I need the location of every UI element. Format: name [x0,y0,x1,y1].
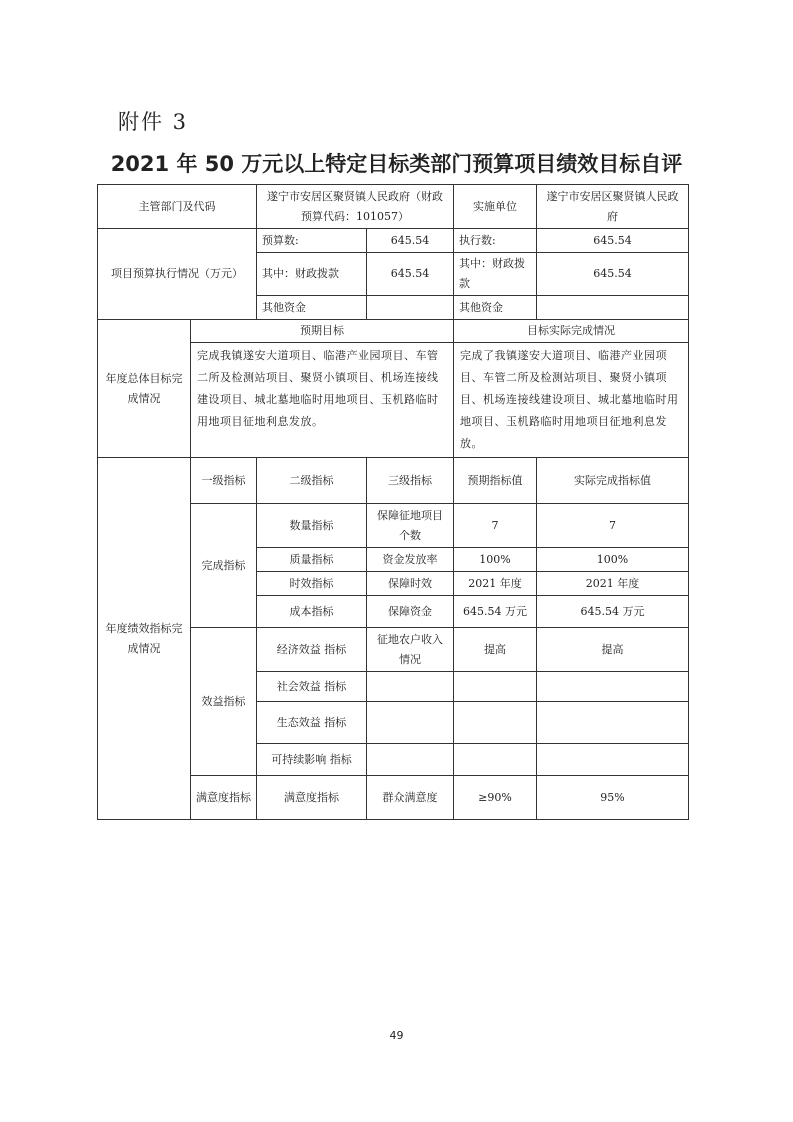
attachment-label: 附件 3 [118,110,189,134]
impl-label: 实施单位 [454,185,537,229]
indicator-l3: 群众满意度 [367,776,454,820]
exec-amount-label: 执行数: [454,229,537,253]
exec-fiscal-label: 其中：财政拨款 [454,253,537,296]
completion-label: 完成指标 [191,504,257,628]
budget-fiscal: 645.54 [367,253,454,296]
col-level3: 三级指标 [367,458,454,504]
actual-text: 完成了我镇遂安大道项目、临港产业园项目、车管二所及检测站项目、聚贤小镇项目、机场连接线建设项目、城北墓地临时用地项目、玉机路临时用地项目征地利息发放。 [454,343,689,458]
indicator-l3: 保障征地项目个数 [367,504,454,548]
dept-row [98,185,689,229]
indicator-actual: 95% [537,776,689,820]
indicator-l3: 保障时效 [367,572,454,596]
exec-other-value [537,296,689,320]
indicator-l3: 征地农户收入情况 [367,628,454,672]
indicator-l2: 可持续影响 指标 [257,744,367,776]
annual-header-row [98,320,689,343]
indicator-l2: 社会效益 指标 [257,672,367,702]
budget-amount-label: 预算数: [257,229,367,253]
budget-fiscal-label: 其中：财政拨款 [257,253,367,296]
indicator-actual: 7 [537,504,689,548]
indicator-l2: 成本指标 [257,596,367,628]
indicator-actual: 提高 [537,628,689,672]
actual-header: 目标实际完成情况 [454,320,689,343]
budget-other-value [367,296,454,320]
indicator-l2: 数量指标 [257,504,367,548]
benefit-label: 效益指标 [191,628,257,776]
indicator-expected: 7 [454,504,537,548]
indicator-l3 [367,744,454,776]
indicator-expected [454,702,537,744]
budget-row-amount [98,229,689,253]
indicator-expected: 提高 [454,628,537,672]
indicator-expected [454,672,537,702]
col-actual: 实际完成指标值 [537,458,689,504]
exec-other-label: 其他资金 [454,296,537,320]
col-level1: 一级指标 [191,458,257,504]
indicator-l3: 资金发放率 [367,548,454,572]
indicator-actual [537,744,689,776]
indicator-expected: 100% [454,548,537,572]
budget-other-label: 其他资金 [257,296,367,320]
indicator-l3 [367,672,454,702]
budget-label: 项目预算执行情况（万元） [98,229,257,320]
indicator-actual [537,672,689,702]
indicator-expected [454,744,537,776]
indicator-l3 [367,702,454,744]
indicator-expected: ≥90% [454,776,537,820]
indicator-l2: 质量指标 [257,548,367,572]
exec-fiscal: 645.54 [537,253,689,296]
indicator-actual: 100% [537,548,689,572]
indicator-l3: 保障资金 [367,596,454,628]
indicator-expected: 645.54 万元 [454,596,537,628]
indicator-l2: 时效指标 [257,572,367,596]
exec-amount: 645.54 [537,229,689,253]
page-title: 2021 年 50 万元以上特定目标类部门预算项目绩效目标自评 [110,152,683,176]
indicator-actual: 2021 年度 [537,572,689,596]
expected-text: 完成我镇遂安大道项目、临港产业园项目、车管二所及检测站项目、聚贤小镇项目、机场连接线建设项目、城北墓地临时用地项目、玉机路临时用地项目征地利息发放。 [191,343,454,458]
indicator-actual [537,702,689,744]
indicator-l2: 满意度指标 [257,776,367,820]
page-number: 49 [389,1029,404,1042]
dept-label: 主管部门及代码 [98,185,257,229]
indicator-l2: 生态效益 指标 [257,702,367,744]
col-expected: 预期指标值 [454,458,537,504]
performance-table [97,184,689,820]
impl-value: 遂宁市安居区聚贤镇人民政府 [537,185,689,229]
budget-amount: 645.54 [367,229,454,253]
annual-label: 年度总体目标完成情况 [98,320,191,458]
indicator-l2: 经济效益 指标 [257,628,367,672]
indicator-expected: 2021 年度 [454,572,537,596]
perf-header-row [98,458,689,504]
col-level2: 二级指标 [257,458,367,504]
satisfaction-label: 满意度指标 [191,776,257,820]
perf-label: 年度绩效指标完成情况 [98,458,191,820]
indicator-actual: 645.54 万元 [537,596,689,628]
dept-value: 遂宁市安居区聚贤镇人民政府（财政预算代码：101057） [257,185,454,229]
expected-header: 预期目标 [191,320,454,343]
